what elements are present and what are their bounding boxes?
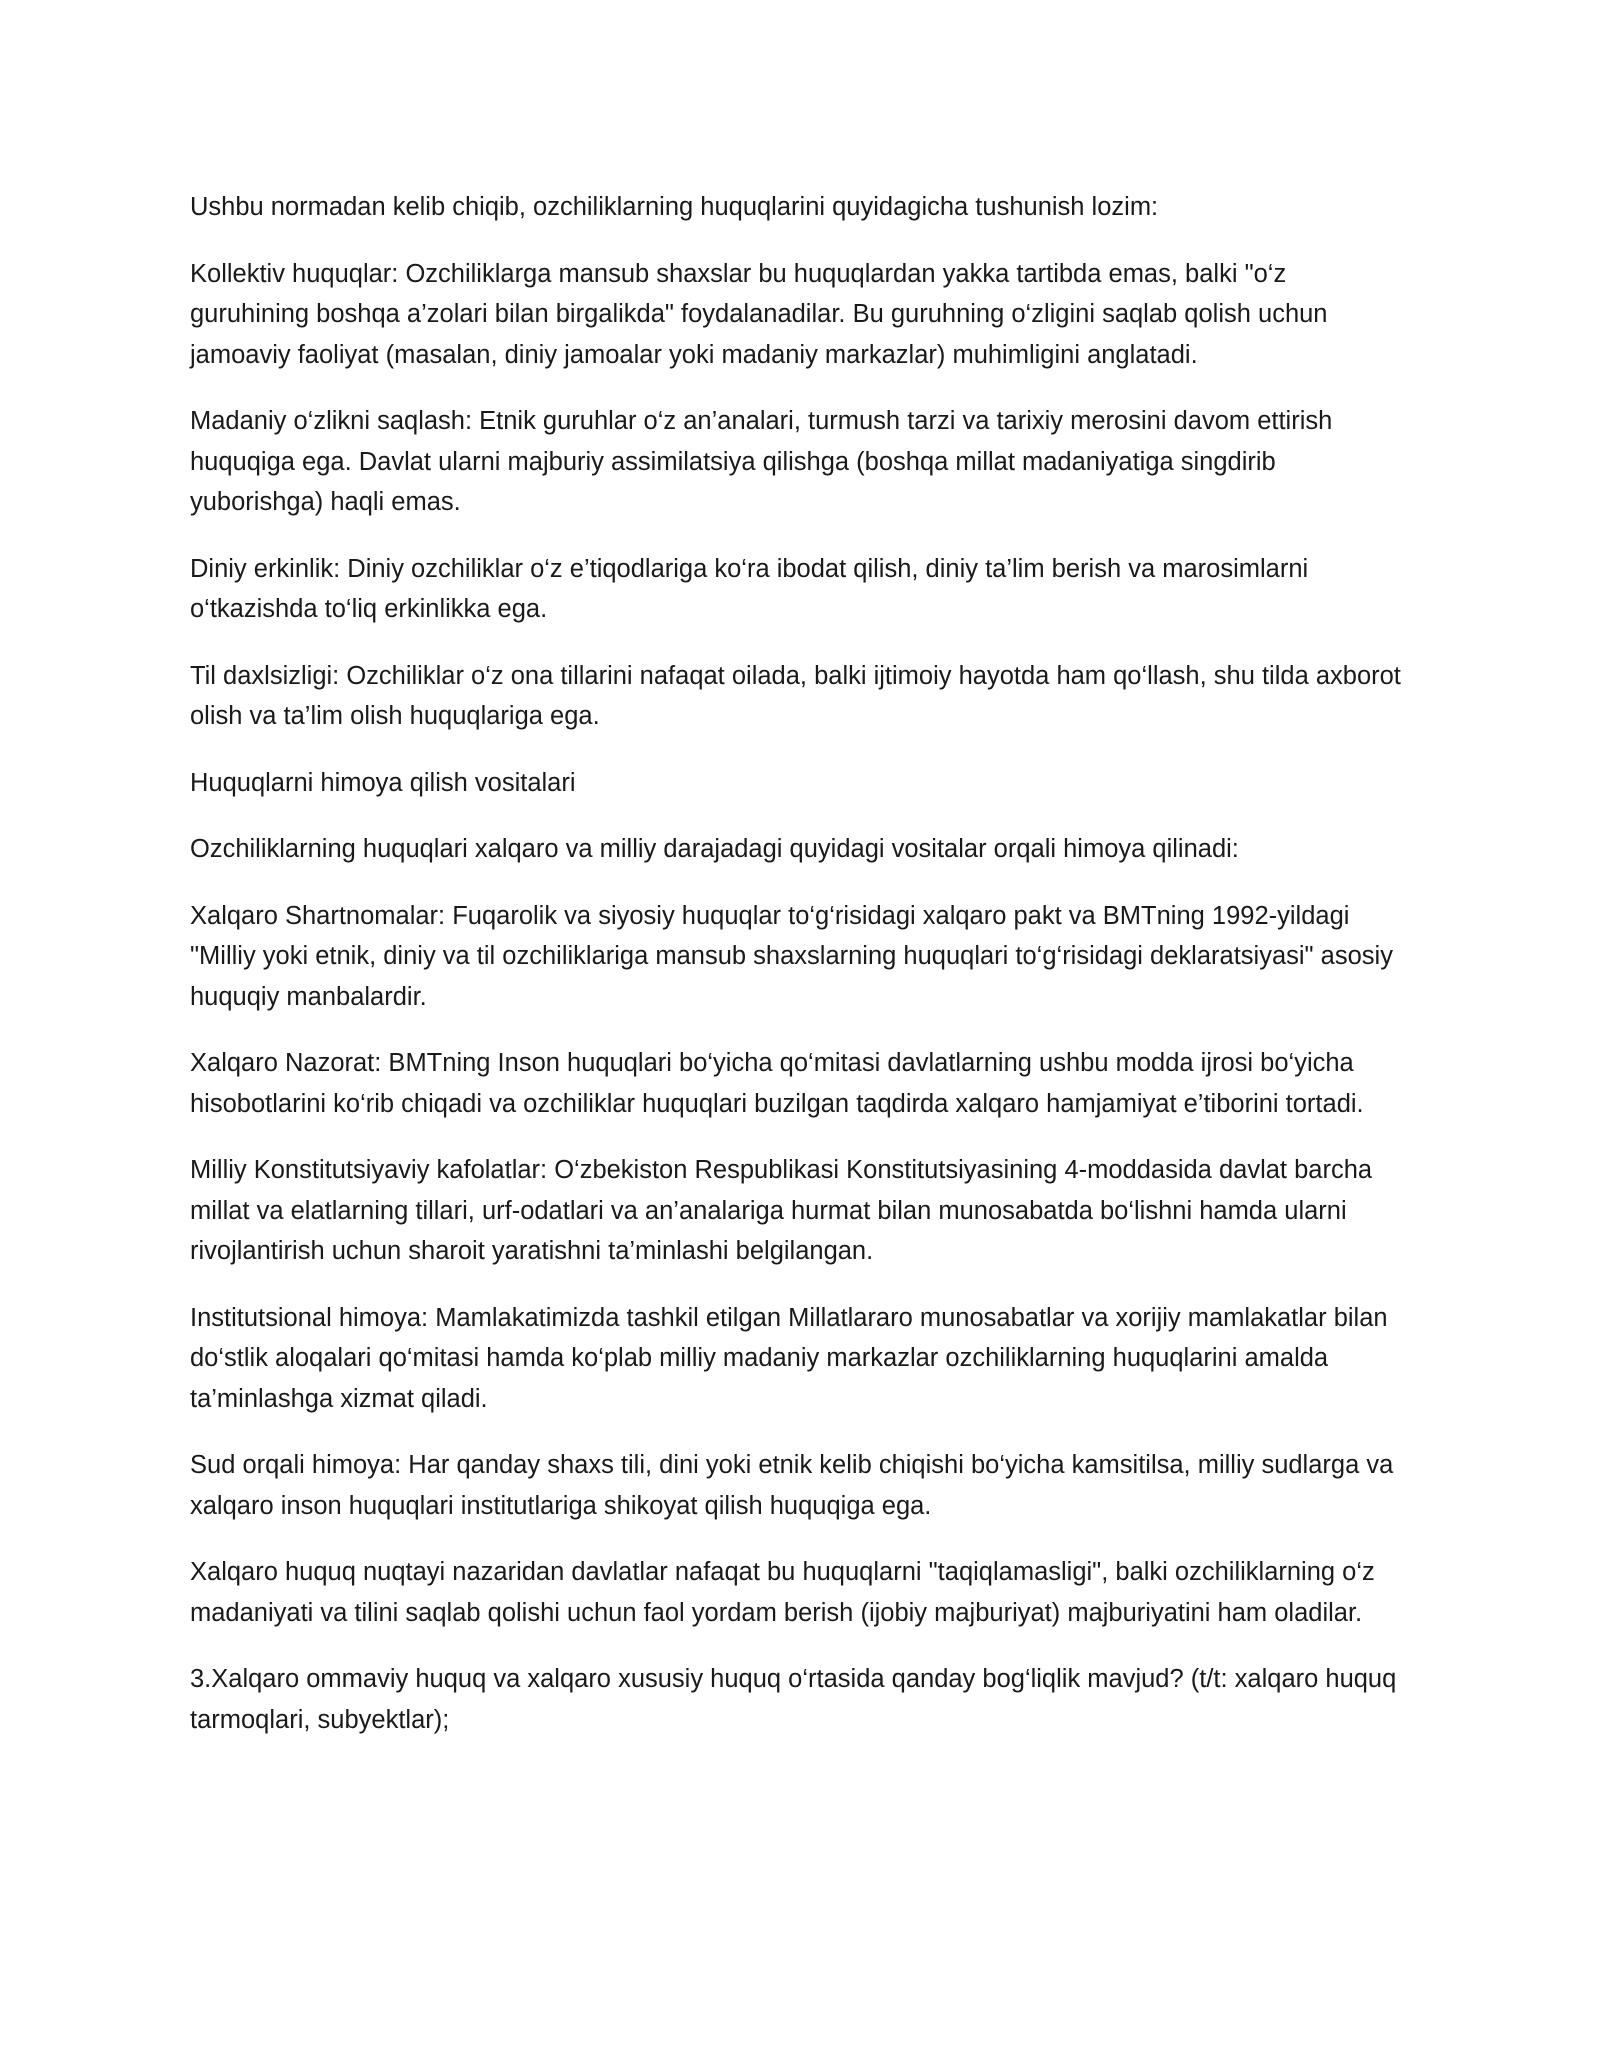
international-oversight-paragraph: Xalqaro Nazorat: BMTning Inson huquqlari bo‘yicha qo‘mitasi davlatlarning ushbu modda ijrosi bo‘yicha hisobotlarini ko‘rib chiqadi va ozchiliklar huquqlari buzilgan taqdirda xalqaro hamjamiyat e’tiborini tortadi. <box>190 1049 1364 1118</box>
language-rights-paragraph: Til daxlsizligi: Ozchiliklar o‘z ona tillarini nafaqat oilada, balki ijtimoiy hayotda ham qo‘llash, shu tilda axborot olish va ta’lim olish huquqlariga ega. <box>190 661 1401 730</box>
document-body <box>190 187 1412 1766</box>
constitutional-guarantees-paragraph: Milliy Konstitutsiyaviy kafolatlar: O‘zbekiston Respublikasi Konstitutsiyasining 4-moddasida davlat barcha millat va elatlarning tillari, urf-odatlari va an’analariga hurmat bilan munosabatda bo‘lishni hamda ularni rivojlantirish uchun sharoit yaratishni ta’minlashi belgilangan. <box>190 1156 1373 1265</box>
conclusion-paragraph: Xalqaro huquq nuqtayi nazaridan davlatlar nafaqat bu huquqlarni "taqiqlamasligi", balki ozchiliklarning o‘z madaniyati va tilini saqlab qolishi uchun faol yordam berish (ijobiy majburiyat) majburiyatini ham oladilar. <box>190 1558 1375 1627</box>
protection-intro-paragraph: Ozchiliklarning huquqlari xalqaro va milliy darajadagi quyidagi vositalar orqali himoya qilinadi: <box>190 835 1239 863</box>
cultural-identity-paragraph: Madaniy o‘zlikni saqlash: Etnik guruhlar o‘z an’analari, turmush tarzi va tarixiy merosini davom ettirish huquqiga ega. Davlat ularni majburiy assimilatsiya qilishga (boshqa millat madaniyatiga singdirib yuborishga) haqli emas. <box>190 407 1333 516</box>
institutional-protection-paragraph: Institutsional himoya: Mamlakatimizda tashkil etilgan Millatlararo munosabatlar va xorijiy mamlakatlar bilan do‘stlik aloqalari qo‘mitasi hamda ko‘plab milliy madaniy markazlar ozchiliklarning huquqlarini amalda ta’minlashga xizmat qiladi. <box>190 1303 1388 1413</box>
intro-paragraph: Ushbu normadan kelib chiqib, ozchiliklarning huquqlarini quyidagicha tushunish lozim: <box>190 193 1159 221</box>
collective-rights-paragraph: Kollektiv huquqlar: Ozchiliklarga mansub shaxslar bu huquqlardan yakka tartibda emas, balki "o‘z guruhining boshqa a’zolari bilan birgalikda" foydalanadilar. Bu guruhning o‘zligini saqlab qolish uchun jamoaviy faoliyat (masalan, diniy jamoalar yoki madaniy markazlar) muhimligini anglatadi. <box>190 259 1328 369</box>
religious-freedom-paragraph: Diniy erkinlik: Diniy ozchiliklar o‘z e’tiqodlariga ko‘ra ibodat qilish, diniy ta’lim berish va marosimlarni o‘tkazishda to‘liq erkinlikka ega. <box>190 554 1309 623</box>
section-heading: Huquqlarni himoya qilish vositalari <box>190 768 576 797</box>
question-paragraph: 3.Xalqaro ommaviy huquq va xalqaro xususiy huquq o‘rtasida qanday bog‘liqlik mavjud? (t/t: xalqaro huquq tarmoqlari, subyektlar); <box>190 1665 1397 1734</box>
judicial-protection-paragraph: Sud orqali himoya: Har qanday shaxs tili, dini yoki etnik kelib chiqishi bo‘yicha kamsitilsa, milliy sudlarga va xalqaro inson huquqlari institutlariga shikoyat qilish huquqiga ega. <box>190 1451 1394 1520</box>
international-treaties-paragraph: Xalqaro Shartnomalar: Fuqarolik va siyosiy huquqlar to‘g‘risidagi xalqaro pakt va BMTning 1992-yildagi "Milliy yoki etnik, diniy va til ozchiliklariga mansub shaxslarning huquqlari to‘g‘risidagi deklaratsiyasi" asosiy huquqiy manbalardir. <box>190 901 1393 1011</box>
